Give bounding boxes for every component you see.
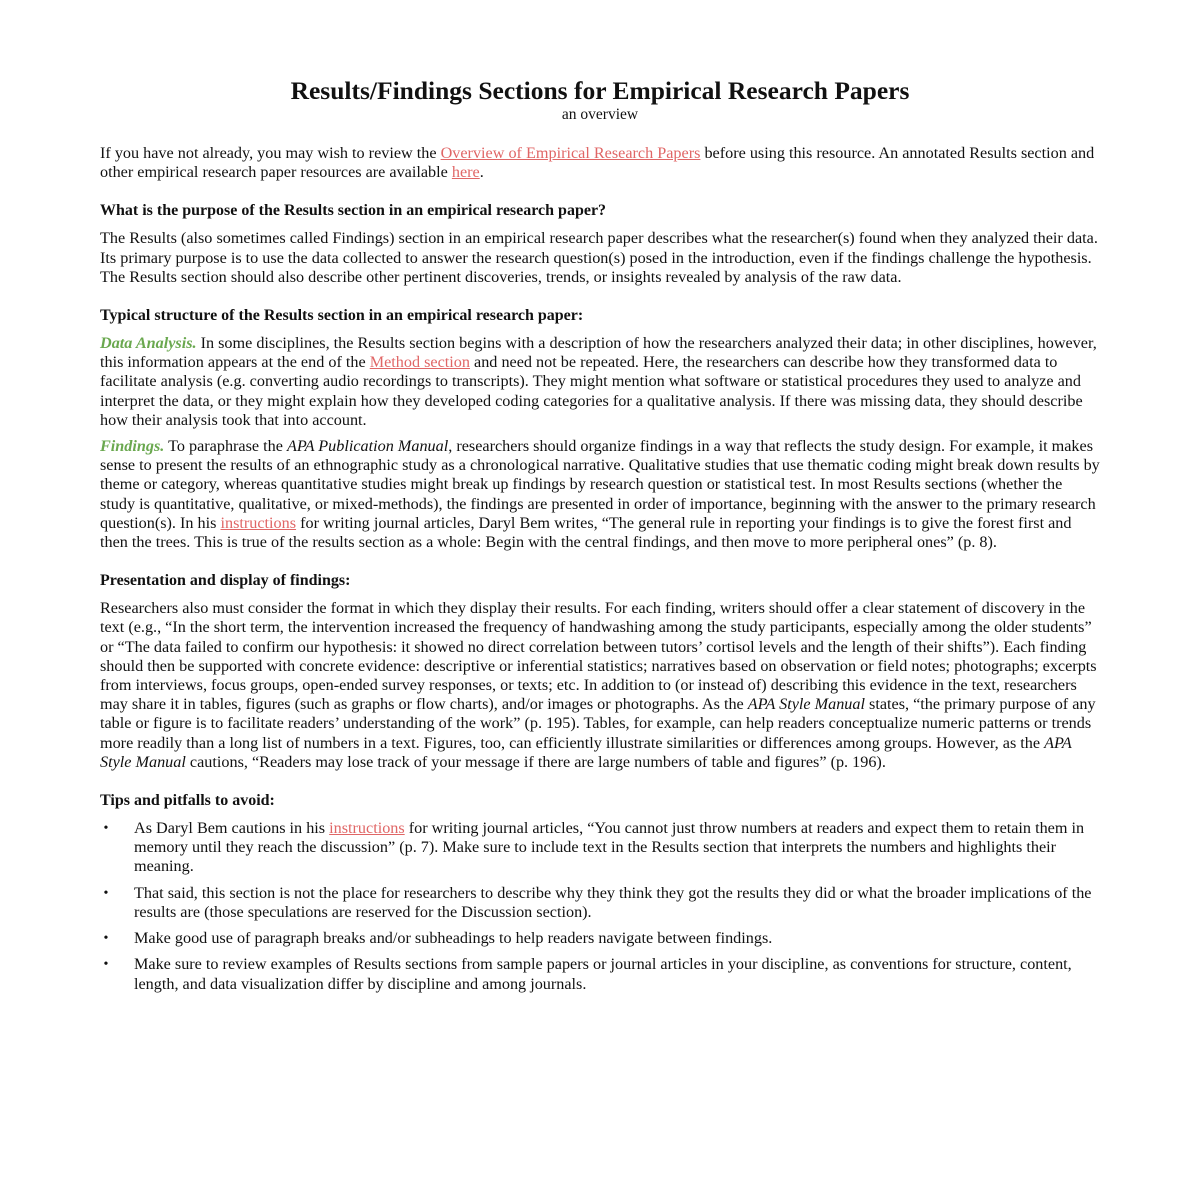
presentation-text-2: states, “the primary purpose of any table or figure is to facilitate readers’ understanding of the work” (p. 195). Tables, for example, can help readers conceptualize numeric patterns or trends more readily than a long list of numbers in a text. Figures, too, can efficiently illustrate similarities or differences among groups. However, as the	[100, 695, 1096, 752]
list-item	[100, 819, 1100, 877]
bem-instructions-link[interactable]: instructions	[220, 513, 297, 532]
method-section-link[interactable]: Method section	[369, 353, 470, 372]
page-subtitle: an overview	[561, 106, 639, 123]
data-analysis-text: In some disciplines, the Results section begins with a description of how the researchers analyzed their data; in other disciplines, however, this information appears at the end of the	[100, 334, 1097, 372]
data-analysis-paragraph	[100, 334, 1100, 430]
presentation-text-3: cautions, “Readers may lose track of your message if there are large numbers of table and figures” (p. 196).	[185, 752, 886, 771]
presentation-paragraph	[100, 599, 1100, 772]
bullet-icon: •	[103, 957, 109, 973]
presentation-text: Researchers also must consider the format in which they display their results. For each finding, writers should offer a clear statement of discovery in the text (e.g., “In the short term, the intervention increased the frequency of handwashing among the study participants, especially among the older students” or “The data failed to confirm our hypothesis: it showed no direct correlation between tutors’ cortisol levels and the length of their shifts”). Each finding should then be supported with concrete evidence: descriptive or inferential statistics; narratives based on observation or field notes; photographs; excerpts from interviews, focus groups, open-ended survey responses, or texts; etc. In addition to (or instead of) describing this evidence in the text, researchers may share it in tables, figures (such as graphs or flow charts), and/or images or photographs. As the	[100, 599, 1097, 714]
tips-heading: Tips and pitfalls to avoid:	[100, 792, 275, 810]
structure-heading: Typical structure of the Results section in an empirical research paper:	[100, 307, 584, 325]
findings-text-3: for writing journal articles, Daryl Bem writes, “The general rule in reporting your findings is to give the forest first and then the trees. This is true of the results section as a whole: Begin with the central findings, and then move to more peripheral ones” (p. 8).	[100, 513, 1072, 552]
findings-lead: Findings.	[100, 437, 165, 456]
tip-text: Make good use of paragraph breaks and/or subheadings to help readers navigate between findings.	[134, 929, 773, 948]
list-item	[100, 929, 1100, 948]
tip-text-2: for writing journal articles, “You cannot just throw numbers at readers and expect them to retain them in memory until they reach the discussion” (p. 7). Make sure to include text in the Results section that interprets the numbers and highlights their meaning.	[134, 819, 1085, 876]
data-analysis-text-2: and need not be repeated. Here, the researchers can describe how they transformed data to facilitate analysis (e.g. converting audio recordings to transcripts). They might mention what software or statistical procedures they used to analyze and interpret the data, or they might explain how they developed coding categories for a qualitative analysis. If there was missing data, they should describe how their analysis took that into account.	[100, 353, 1083, 429]
bem-instructions-link-2[interactable]: instructions	[329, 819, 405, 838]
bullet-icon: •	[103, 821, 109, 837]
apa-publication-manual: APA Publication Manual	[286, 437, 449, 456]
intro-paragraph	[100, 144, 1100, 182]
list-item	[100, 955, 1100, 993]
findings-paragraph	[100, 437, 1100, 552]
tip-text: As Daryl Bem cautions in his	[134, 819, 330, 838]
page-title: Results/Findings Sections for Empirical Research Papers	[290, 76, 910, 105]
intro-text: If you have not already, you may wish to review the	[100, 144, 441, 162]
document-page	[100, 76, 1100, 1001]
tips-list	[100, 819, 1100, 994]
apa-style-manual-2: APA Style Manual	[100, 733, 1072, 771]
findings-text-2: , researchers should organize findings in a way that reflects the study design. For example, it makes sense to present the results of an ethnographic study as a chronological narrative. Qualitative studies that use thematic coding might break down results by theme or category, whereas quantitative studies might break up findings by research question or statistical test. In most Results sections (whether the study is quantitative, qualitative, or mixed-methods), the findings are presented in order of importance, beginning with the answer to the primary research question(s). In his	[100, 437, 1100, 532]
purpose-heading: What is the purpose of the Results section in an empirical research paper?	[100, 202, 607, 220]
tip-text: Make sure to review examples of Results sections from sample papers or journal articles in your discipline, as conventions for structure, content, length, and data visualization differ by discipline and among journals.	[134, 955, 1072, 993]
apa-style-manual: APA Style Manual	[747, 695, 865, 714]
presentation-heading: Presentation and display of findings:	[100, 572, 351, 590]
tip-text: That said, this section is not the place for researchers to describe why they think they got the results they did or what the broader implications of the results are (those speculations are reserved for the Discussion section).	[134, 883, 1092, 921]
findings-text: To paraphrase the	[164, 437, 287, 456]
resources-here-link[interactable]: here	[451, 163, 480, 182]
intro-text-end: .	[479, 163, 484, 182]
purpose-paragraph: The Results (also sometimes called Findings) section in an empirical research paper describes what the researcher(s) found when they analyzed their data. Its primary purpose is to use the data collected to answer the research question(s) posed in the introduction, even if the findings challenge the hypothesis. The Results section should also describe other pertinent discoveries, trends, or insights revealed by analysis of the raw data.	[100, 229, 1098, 286]
intro-text-middle: before using this resource. An annotated Results section and other empirical research paper resources are available	[100, 144, 1095, 182]
bullet-icon: •	[103, 931, 109, 947]
bullet-icon: •	[103, 885, 109, 901]
list-item	[100, 884, 1100, 922]
data-analysis-lead: Data Analysis.	[100, 334, 197, 353]
overview-link[interactable]: Overview of Empirical Research Papers	[440, 144, 701, 162]
